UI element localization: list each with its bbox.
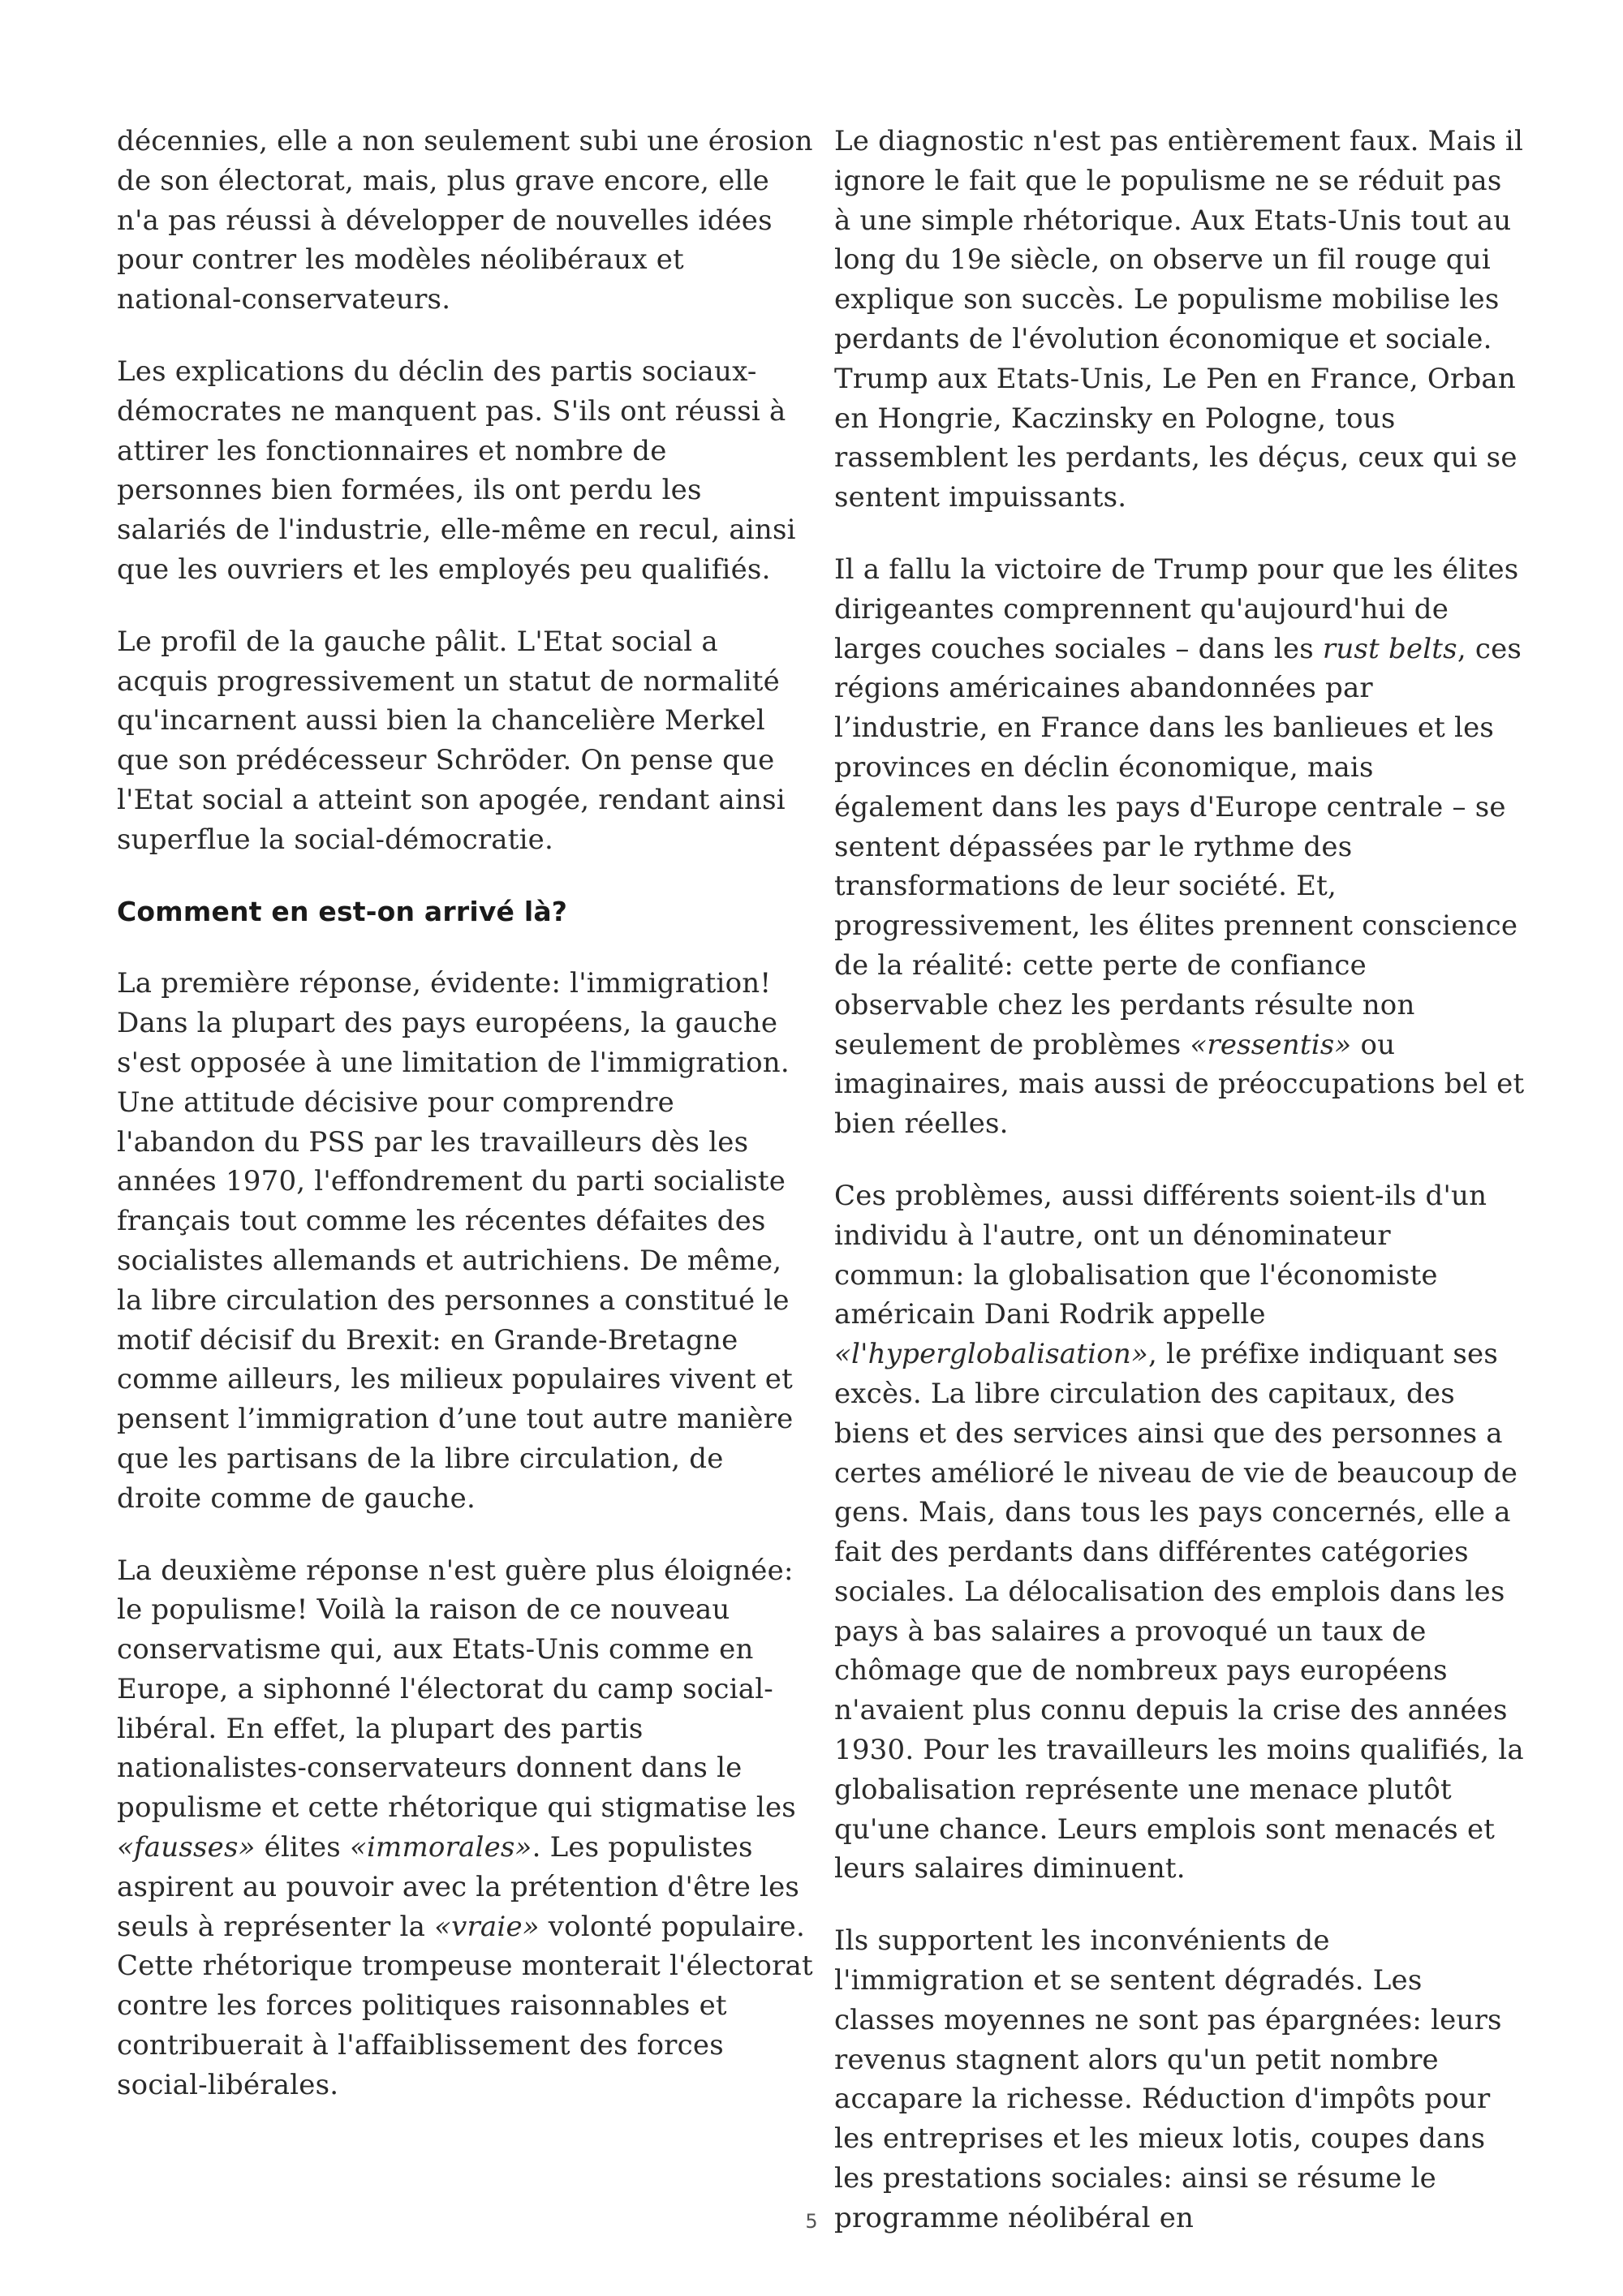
italic-text: «ressentis» [1190, 1028, 1352, 1061]
right-column [834, 122, 1526, 2271]
paragraph: Ils supportent les inconvénients de l'immigration et se sentent dégradés. Les classes moyennes ne sont pas épargnées: leurs revenus stagnent alors qu'un petit nombre accapare la richesse. Réduction d'impôts pour les entreprises et les mieux lotis, coupes dans les prestations sociales: ainsi se résume le programme néolibéral en [834, 1924, 1502, 2234]
italic-text: rust belts [1322, 632, 1457, 665]
text-run: élites [255, 1831, 350, 1864]
italic-text: «vraie» [434, 1910, 540, 1943]
left-column [117, 122, 815, 2138]
text-run: volonté populaire. Cette rhétorique trompeuse monterait l'électorat contre les forces politiques raisonnables et contribuerait à l'affaiblissement des forces social-libérales. [117, 1910, 813, 2101]
paragraph: décennies, elle a non seulement subi une érosion de son électorat, mais, plus grave encore, elle n'a pas réussi à développer de nouvelles idées pour contrer les modèles néolibéraux et national-conservateurs. [117, 125, 813, 316]
paragraph [117, 1551, 815, 2105]
paragraph [834, 1176, 1526, 1889]
text-run: Ces problèmes, aussi différents soient-ils d'un individu à l'autre, ont un dénominateur commun: la globalisation que l'économiste américain Dani Rodrik appelle [834, 1179, 1487, 1331]
section-heading: Comment en est-on arrivé là? [117, 895, 568, 927]
italic-text: «l'hyperglobalisation» [834, 1338, 1148, 1371]
text-run: , le préfixe indiquant ses excès. La libre circulation des capitaux, des biens et des services ainsi que des personnes a certes amélioré le niveau de vie de beaucoup de gens. Mais, dans tous les pays concernés, elle a fait des perdants dans différentes catégories sociales. La délocalisation des emplois dans les pays à bas salaires a provoqué un taux de chômage que de nombreux pays européens n'avaient plus connu depuis la crise des années 1930. Pour les travailleurs les moins qualifiés, la globalisation représente une menace plutôt qu'une chance. Leurs emplois sont menacés et leurs salaires diminuent. [834, 1338, 1524, 1885]
italic-text: «fausses» [117, 1831, 256, 1864]
page-number: 5 [805, 2210, 818, 2233]
italic-text: «immorales» [349, 1831, 532, 1864]
paragraph: La première réponse, évidente: l'immigration! Dans la plupart des pays européens, la gauche s'est opposée à une limitation de l'immigration. Une attitude décisive pour comprendre l'abandon du PSS par les travailleurs dès les années 1970, l'effondrement du parti socialiste français tout comme les récentes défaites des socialistes allemands et autrichiens. De même, la libre circulation des personnes a constitué le motif décisif du Brexit: en Grande-Bretagne comme ailleurs, les milieux populaires vivent et pensent l’immigration d’une tout autre manière que les partisans de la libre circulation, de droite comme de gauche. [117, 967, 794, 1515]
paragraph: Les explications du déclin des partis sociaux-démocrates ne manquent pas. S'ils ont réussi à attirer les fonctionnaires et nombre de personnes bien formées, ils ont perdu les salariés de l'industrie, elle-même en recul, ainsi que les ouvriers et les employés peu qualifiés. [117, 355, 796, 586]
paragraph: Le diagnostic n'est pas entièrement faux. Mais il ignore le fait que le populisme ne se réduit pas à une simple rhétorique. Aux Etats-Unis tout au long du 19e siècle, on observe un fil rouge qui explique son succès. Le populisme mobilise les perdants de l'évolution économique et sociale. Trump aux Etats-Unis, Le Pen en France, Orban en Hongrie, Kaczinsky en Pologne, tous rassemblent les perdants, les déçus, ceux qui se sentent impuissants. [834, 125, 1524, 514]
paragraph: Le profil de la gauche pâlit. L'Etat social a acquis progressivement un statut de normalité qu'incarnent aussi bien la chancelière Merkel que son prédécesseur Schröder. On pense que l'Etat social a atteint son apogée, rendant ainsi superflue la social-démocratie. [117, 625, 786, 856]
text-run: . Les populistes aspirent au pouvoir avec la prétention d'être les seuls à représenter la [117, 1831, 800, 1943]
text-run: La deuxième réponse n'est guère plus éloignée: le populisme! Voilà la raison de ce nouveau conservatisme qui, aux Etats-Unis comme en Europe, a siphonné l'électorat du camp social-libéral. En effet, la plupart des partis nationalistes-conservateurs donnent dans le populisme et cette rhétorique qui stigmatise les [117, 1554, 796, 1825]
text-run: Il a fallu la victoire de Trump pour que les élites dirigeantes comprennent qu'aujourd'hui de larges couches sociales – dans les [834, 553, 1519, 665]
paragraph [834, 550, 1526, 1144]
text-run: , ces régions américaines abandonnées par l’industrie, en France dans les banlieues et les provinces en déclin économique, mais également dans les pays d'Europe centrale – se sentent dépassées par le rythme des transformations de leur société. Et, progressivement, les élites prennent conscience de la réalité: cette perte de confiance observable chez les perdants résulte non seulement de problèmes [834, 632, 1522, 1061]
text-run: ou imaginaires, mais aussi de préoccupations bel et bien réelles. [834, 1028, 1525, 1141]
